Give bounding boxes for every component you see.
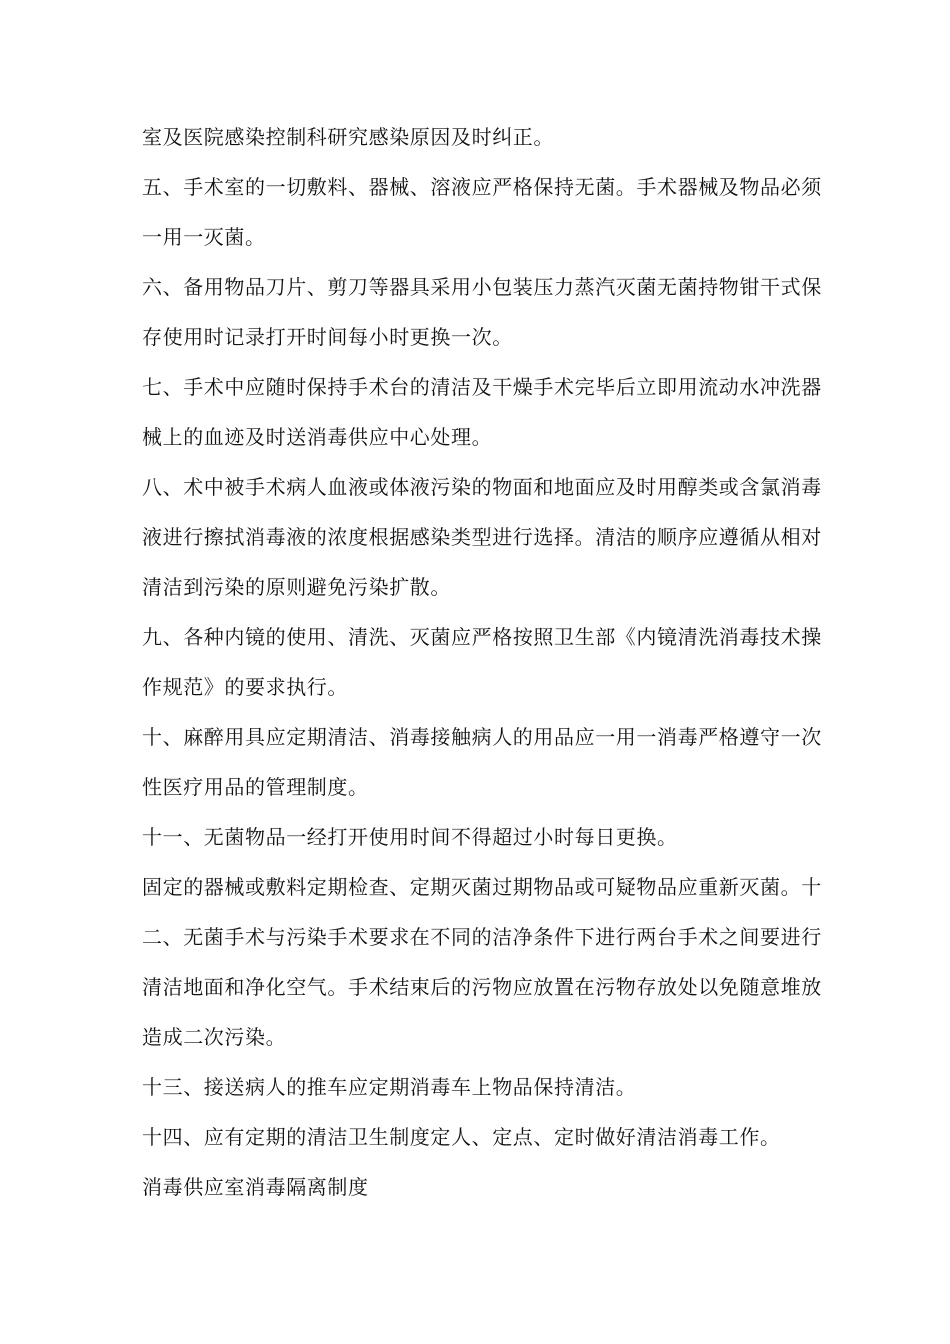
text-line: 固定的器械或敷料定期检查、定期灭菌过期物品或可疑物品应重新灭菌。十 <box>142 875 822 899</box>
text-line: 五、手术室的一切敷料、器械、溶液应严格保持无菌。手术器械及物品必须 <box>142 175 822 199</box>
section-heading: 消毒供应室消毒隔离制度 <box>142 1175 369 1199</box>
text-line: 室及医院感染控制科研究感染原因及时纠正。 <box>142 125 554 149</box>
text-line: 作规范》的要求执行。 <box>142 675 348 699</box>
text-line: 十一、无菌物品一经打开使用时间不得超过小时每日更换。 <box>142 825 678 849</box>
text-line: 清洁到污染的原则避免污染扩散。 <box>142 575 451 599</box>
text-line: 六、备用物品刀片、剪刀等器具采用小包装压力蒸汽灭菌无菌持物钳干式保 <box>142 275 822 299</box>
text-line: 清洁地面和净化空气。手术结束后的污物应放置在污物存放处以免随意堆放 <box>142 975 822 999</box>
text-line: 二、无菌手术与污染手术要求在不同的洁净条件下进行两台手术之间要进行 <box>142 925 822 949</box>
text-line: 七、手术中应随时保持手术台的清洁及干燥手术完毕后立即用流动水冲洗器 <box>142 375 822 399</box>
text-line: 械上的血迹及时送消毒供应中心处理。 <box>142 425 493 449</box>
text-line: 十、麻醉用具应定期清洁、消毒接触病人的用品应一用一消毒严格遵守一次 <box>142 725 822 749</box>
text-line: 十三、接送病人的推车应定期消毒车上物品保持清洁。 <box>142 1075 637 1099</box>
text-line: 性医疗用品的管理制度。 <box>142 775 369 799</box>
text-line: 十四、应有定期的清洁卫生制度定人、定点、定时做好清洁消毒工作。 <box>142 1125 781 1149</box>
text-line: 一用一灭菌。 <box>142 225 266 249</box>
text-line: 造成二次污染。 <box>142 1025 287 1049</box>
text-line: 存使用时记录打开时间每小时更换一次。 <box>142 325 513 349</box>
text-line: 八、术中被手术病人血液或体液污染的物面和地面应及时用醇类或含氯消毒 <box>142 475 822 499</box>
text-line: 液进行擦拭消毒液的浓度根据感染类型进行选择。清洁的顺序应遵循从相对 <box>142 525 822 549</box>
document-body <box>142 118 822 1218</box>
text-line: 九、各种内镜的使用、清洗、灭菌应严格按照卫生部《内镜清洗消毒技术操 <box>142 625 822 649</box>
